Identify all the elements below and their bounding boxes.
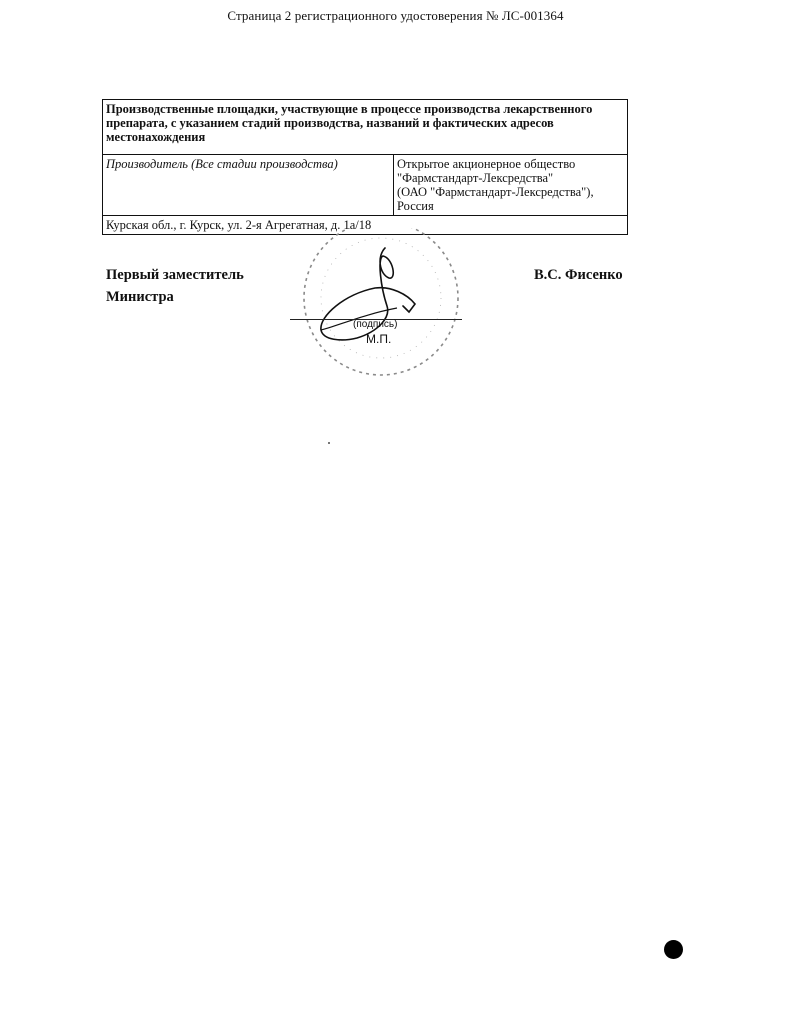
signature-caption: (подпись) [353, 319, 398, 330]
page-header: Страница 2 регистрационного удостоверения № ЛС-001364 [227, 8, 564, 23]
table-heading: Производственные площадки, участвующие в процессе производства лекарственного препарата, с указанием стадий производства, названий и фактических адресов местонахождения [103, 100, 628, 155]
production-sites-table [102, 99, 628, 235]
signer-title-line: Министра [106, 289, 174, 305]
company-line: Россия [397, 199, 434, 213]
page-marker-dot [664, 940, 683, 959]
manufacturer-company [394, 155, 628, 216]
signer-title-line: Первый заместитель [106, 267, 244, 283]
seal-place-label: М.П. [366, 332, 392, 346]
official-seal-icon [285, 228, 475, 378]
company-line: "Фармстандарт-Лексредства" [397, 171, 554, 185]
table-heading-row [103, 100, 628, 155]
signer-name: В.С. Фисенко [534, 267, 623, 283]
company-line: Открытое акционерное общество [397, 157, 576, 171]
site-address: Курская обл., г. Курск, ул. 2-я Агрегатная, д. 1а/18 [103, 216, 628, 235]
signer-title [106, 264, 244, 308]
company-line: (ОАО "Фармстандарт-Лексредства"), [397, 185, 594, 199]
manufacturer-role: Производитель (Все стадии производства) [103, 155, 394, 216]
stamp-and-signature [285, 228, 475, 378]
table-row [103, 155, 628, 216]
scan-speck [328, 442, 330, 444]
